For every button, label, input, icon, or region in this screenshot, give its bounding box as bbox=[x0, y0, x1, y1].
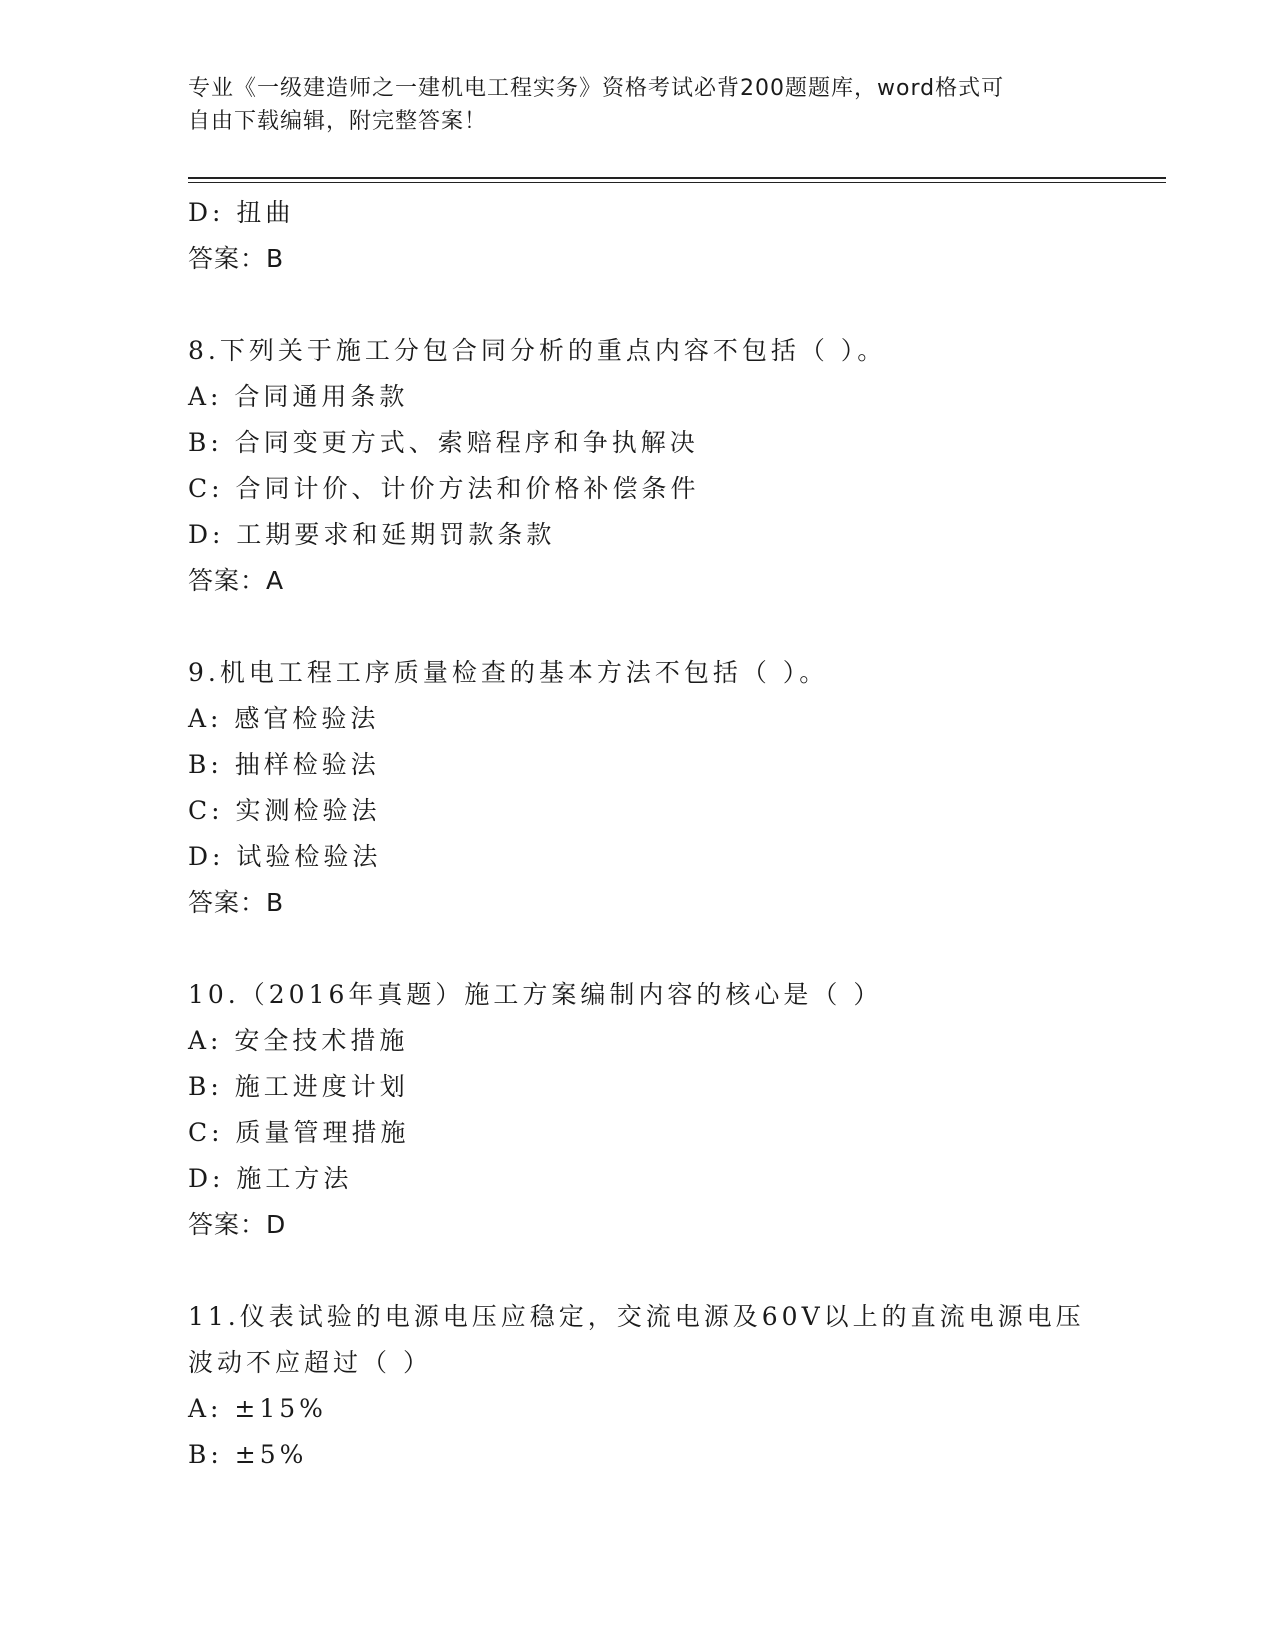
question-9 bbox=[188, 650, 1148, 926]
question-list bbox=[188, 190, 1148, 1478]
answer: 答案：A bbox=[188, 566, 285, 595]
document-header bbox=[188, 72, 1068, 138]
question-stem-line-1: 11.仪表试验的电源电压应稳定，交流电源及60V以上的直流电源电压 bbox=[188, 1302, 1085, 1331]
question-10 bbox=[188, 972, 1148, 1248]
prev-option-d: D: 扭曲 bbox=[188, 198, 295, 227]
header-rule-thick bbox=[188, 177, 1166, 179]
question-8 bbox=[188, 328, 1148, 604]
prev-answer: 答案：B bbox=[188, 244, 285, 273]
header-rule-thin bbox=[188, 182, 1166, 183]
option-d: D: 施工方法 bbox=[188, 1164, 353, 1193]
option-c: C: 质量管理措施 bbox=[188, 1118, 410, 1147]
header-line-1: 专业《一级建造师之一建机电工程实务》资格考试必背200题题库，word格式可 bbox=[188, 76, 1005, 101]
option-b: B: 抽样检验法 bbox=[188, 750, 380, 779]
option-a: A: ±15% bbox=[188, 1394, 327, 1423]
question-stem: 8.下列关于施工分包合同分析的重点内容不包括（ ）。 bbox=[188, 336, 887, 365]
question-stem: 9.机电工程工序质量检查的基本方法不包括（ ）。 bbox=[188, 658, 829, 687]
question-11 bbox=[188, 1294, 1148, 1478]
option-b: B: 施工进度计划 bbox=[188, 1072, 409, 1101]
answer: 答案：D bbox=[188, 1210, 287, 1239]
option-d: D: 试验检验法 bbox=[188, 842, 382, 871]
option-b: B: ±5% bbox=[188, 1440, 308, 1469]
option-c: C: 合同计价、计价方法和价格补偿条件 bbox=[188, 474, 700, 503]
option-c: C: 实测检验法 bbox=[188, 796, 381, 825]
option-a: A: 安全技术措施 bbox=[188, 1026, 409, 1055]
option-d: D: 工期要求和延期罚款条款 bbox=[188, 520, 556, 549]
question-stem-line-2: 波动不应超过（ ） bbox=[188, 1348, 432, 1377]
question-stem: 10.（2016年真题）施工方案编制内容的核心是（ ） bbox=[188, 980, 883, 1009]
option-a: A: 合同通用条款 bbox=[188, 382, 409, 411]
option-a: A: 感官检验法 bbox=[188, 704, 380, 733]
option-b: B: 合同变更方式、索赔程序和争执解决 bbox=[188, 428, 699, 457]
answer: 答案：B bbox=[188, 888, 285, 917]
header-line-2: 自由下载编辑，附完整答案！ bbox=[188, 109, 488, 134]
